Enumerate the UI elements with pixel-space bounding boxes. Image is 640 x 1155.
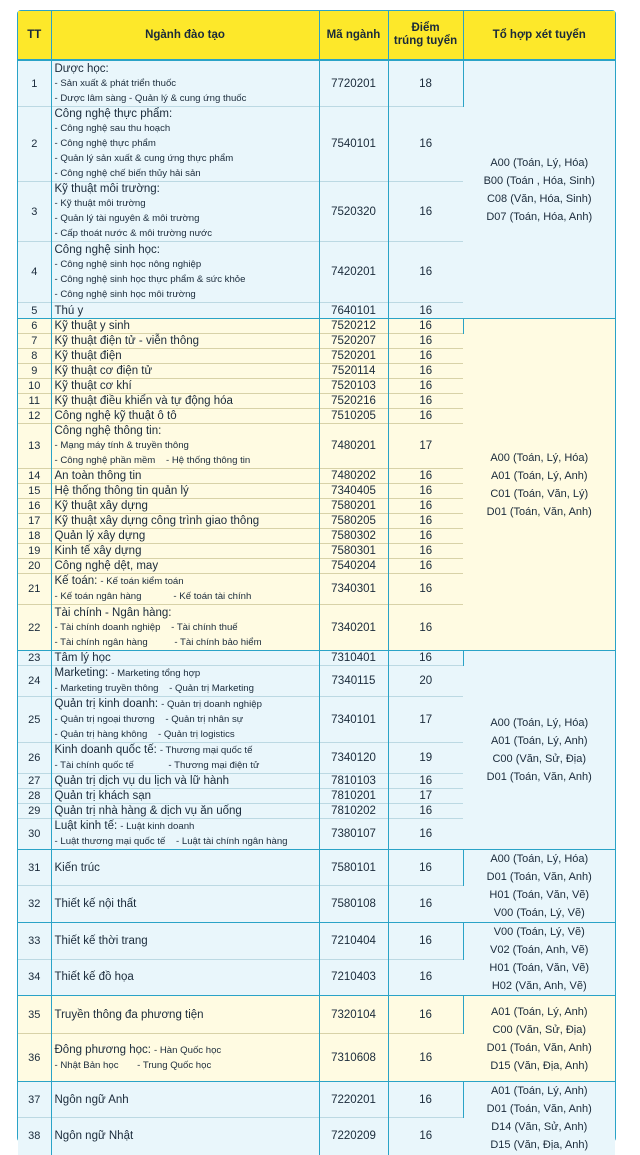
row-group-5 <box>18 923 615 996</box>
row-number: 7 <box>18 334 51 349</box>
admission-score: 16 <box>388 1118 463 1155</box>
major-name-cell <box>51 364 319 379</box>
major-code: 7420201 <box>319 242 388 303</box>
header-score-line1: Điểm <box>411 22 440 34</box>
row-number: 35 <box>18 996 51 1034</box>
specialization: - Luật kinh doanh <box>120 821 195 832</box>
major-name: Kiến trúc <box>54 861 100 874</box>
major-name-cell <box>51 544 319 559</box>
row-number: 12 <box>18 409 51 424</box>
combination-item: D01 (Toán, Văn, Anh) <box>486 771 592 783</box>
major-code: 7720201 <box>319 61 388 107</box>
major-code: 7510205 <box>319 409 388 424</box>
major-name-cell <box>51 886 319 923</box>
header-major: Ngành đào tạo <box>51 11 319 60</box>
admission-score: 16 <box>388 559 463 574</box>
combination-item: C00 (Văn, Sử, Địa) <box>492 753 587 765</box>
specialization: - Công nghệ chế biến thủy hải sản <box>54 168 201 179</box>
combination-item: A01 (Toán, Lý, Anh) <box>490 1005 588 1018</box>
major-name-cell <box>51 804 319 819</box>
specialization: - Quản trị doanh nghiệp <box>161 699 262 710</box>
major-name: Thú y <box>54 304 84 317</box>
major-name: Ngôn ngữ Anh <box>54 1093 129 1106</box>
admission-score: 16 <box>388 774 463 789</box>
specialization: - Công nghệ phần mềm - Hệ thống thông tin <box>54 455 251 466</box>
major-name: Tài chính - Ngân hàng: <box>54 606 172 619</box>
major-name-cell <box>51 819 319 850</box>
major-name-cell <box>51 651 319 666</box>
combination-item: D01 (Toán, Văn, Anh) <box>486 1103 592 1116</box>
major-name-cell <box>51 319 319 334</box>
combination-item: D07 (Toán, Hóa, Anh) <box>486 210 593 223</box>
admission-score: 16 <box>388 394 463 409</box>
admission-score: 16 <box>388 319 463 334</box>
row-number: 27 <box>18 774 51 789</box>
major-name-cell <box>51 697 319 743</box>
major-code: 7520320 <box>319 182 388 242</box>
major-name-cell <box>51 409 319 424</box>
header-score <box>388 11 463 60</box>
specialization: - Kế toán ngân hàng - Kế toán tài chính <box>54 591 252 602</box>
row-number: 4 <box>18 242 51 303</box>
major-name: Công nghệ sinh học: <box>54 243 160 256</box>
major-name-cell <box>51 379 319 394</box>
major-name-cell <box>51 605 319 651</box>
major-name: Kỹ thuật y sinh <box>54 320 130 332</box>
major-name: Dược học: <box>54 62 109 75</box>
admission-score: 16 <box>388 1034 463 1082</box>
specialization: - Quản trị hàng không - Quản trị logistics <box>54 729 235 740</box>
major-name-cell <box>51 424 319 469</box>
major-name-cell <box>51 394 319 409</box>
major-code: 7210403 <box>319 959 388 996</box>
row-number: 21 <box>18 574 51 605</box>
subject-combinations <box>463 319 615 651</box>
major-name-cell <box>51 1118 319 1155</box>
admission-score: 19 <box>388 743 463 774</box>
admission-score: 16 <box>388 469 463 484</box>
header-code: Mã ngành <box>319 11 388 60</box>
specialization: - Quản lý sản xuất & cung ứng thực phẩm <box>54 153 234 164</box>
admission-score: 18 <box>388 61 463 107</box>
row-number: 37 <box>18 1082 51 1118</box>
major-name-cell <box>51 529 319 544</box>
row-group-6 <box>18 996 615 1082</box>
specialization: - Công nghệ sinh học nông nghiệp <box>54 258 202 270</box>
table-row <box>18 850 615 886</box>
row-number: 6 <box>18 319 51 334</box>
major-name: Công nghệ kỹ thuật ô tô <box>54 410 177 422</box>
subject-combinations <box>463 996 615 1082</box>
combination-item: A00 (Toán, Lý, Hóa) <box>490 853 589 865</box>
major-name: Kỹ thuật xây dựng <box>54 500 148 512</box>
row-number: 18 <box>18 529 51 544</box>
admission-score: 16 <box>388 364 463 379</box>
subject-combinations <box>463 850 615 923</box>
major-code: 7580301 <box>319 544 388 559</box>
admission-score: 16 <box>388 484 463 499</box>
major-code: 7520201 <box>319 349 388 364</box>
row-number: 23 <box>18 651 51 666</box>
major-code: 7220201 <box>319 1082 388 1118</box>
admission-score: 16 <box>388 651 463 666</box>
major-name: Kỹ thuật cơ điện tử <box>54 365 153 377</box>
specialization: - Dược lâm sàng - Quản lý & cung ứng thuốc <box>54 92 247 104</box>
row-number: 19 <box>18 544 51 559</box>
specialization: - Tài chính doanh nghiệp - Tài chính thuế <box>54 621 238 633</box>
admission-score-table <box>18 11 615 60</box>
table-row <box>18 651 615 666</box>
major-name: Kinh doanh quốc tế: <box>54 744 157 756</box>
major-code: 7220209 <box>319 1118 388 1155</box>
major-code: 7810201 <box>319 789 388 804</box>
combination-item: A01 (Toán, Lý, Anh) <box>490 469 588 482</box>
combination-item: A00 (Toán, Lý, Hóa) <box>490 451 589 464</box>
specialization: - Marketing truyền thông - Quản trị Marketing <box>54 683 254 694</box>
row-number: 29 <box>18 804 51 819</box>
subject-combinations <box>463 1082 615 1155</box>
admission-score: 16 <box>388 605 463 651</box>
admission-score: 16 <box>388 242 463 303</box>
major-code: 7520207 <box>319 334 388 349</box>
combination-item: A00 (Toán, Lý, Hóa) <box>490 717 589 729</box>
specialization: - Công nghệ sinh học môi trường <box>54 288 196 300</box>
row-number: 33 <box>18 923 51 960</box>
table-row <box>18 319 615 334</box>
major-name: Ngôn ngữ Nhật <box>54 1130 134 1143</box>
major-code: 7380107 <box>319 819 388 850</box>
specialization: - Quản trị ngoại thương - Quản trị nhân sự <box>54 714 244 725</box>
major-name-cell <box>51 1082 319 1118</box>
major-code: 7320104 <box>319 996 388 1034</box>
row-number: 9 <box>18 364 51 379</box>
combination-item: D15 (Văn, Địa, Anh) <box>490 1139 589 1152</box>
row-number: 3 <box>18 182 51 242</box>
specialization: - Sản xuất & phát triển thuốc <box>54 77 177 89</box>
specialization: - Công nghệ thực phẩm <box>54 138 156 149</box>
combination-item: C01 (Toán, Văn, Lý) <box>490 487 589 500</box>
major-name: Thiết kế thời trang <box>54 934 148 947</box>
major-name-cell <box>51 61 319 107</box>
major-code: 7580108 <box>319 886 388 923</box>
combination-item: V00 (Toán, Lý, Vẽ) <box>493 926 585 938</box>
combination-item: A00 (Toán, Lý, Hóa) <box>490 156 589 169</box>
major-name: Kỹ thuật điện <box>54 350 122 362</box>
major-code: 7580201 <box>319 499 388 514</box>
table-row <box>18 996 615 1034</box>
admission-score: 17 <box>388 697 463 743</box>
row-number: 16 <box>18 499 51 514</box>
major-name: Kỹ thuật môi trường: <box>54 183 160 195</box>
row-number: 38 <box>18 1118 51 1155</box>
major-name: Marketing: <box>54 667 109 679</box>
major-name-cell <box>51 469 319 484</box>
combination-item: D01 (Toán, Văn, Anh) <box>486 871 592 883</box>
major-code: 7520114 <box>319 364 388 379</box>
combination-item: H02 (Văn, Anh, Vẽ) <box>491 980 587 992</box>
combination-item: D15 (Văn, Địa, Anh) <box>490 1059 589 1072</box>
specialization: - Công nghệ sau thu hoạch <box>54 123 171 134</box>
major-code: 7340201 <box>319 605 388 651</box>
specialization: - Hàn Quốc học <box>154 1044 222 1056</box>
major-name-cell <box>51 242 319 303</box>
header-score-line2: trúng tuyển <box>393 35 458 47</box>
combination-item: V02 (Toán, Anh, Vẽ) <box>490 944 589 956</box>
major-name-cell <box>51 996 319 1034</box>
major-code: 7520216 <box>319 394 388 409</box>
major-code: 7540101 <box>319 107 388 182</box>
admission-score: 16 <box>388 819 463 850</box>
admission-score: 16 <box>388 182 463 242</box>
admission-score: 17 <box>388 424 463 469</box>
row-number: 25 <box>18 697 51 743</box>
major-code: 7520103 <box>319 379 388 394</box>
major-name: Thiết kế đồ họa <box>54 971 134 984</box>
admission-score: 16 <box>388 574 463 605</box>
combination-item: C00 (Văn, Sử, Địa) <box>492 1023 587 1036</box>
specialization: - Thương mại quốc tế <box>159 745 253 756</box>
major-code: 7640101 <box>319 303 388 319</box>
specialization: - Tài chính ngân hàng - Tài chính bảo hiểm <box>54 636 262 648</box>
combination-item: D14 (Văn, Sử, Anh) <box>491 1121 588 1134</box>
major-name-cell <box>51 959 319 996</box>
combination-item: C08 (Văn, Hóa, Sinh) <box>486 192 592 205</box>
row-number: 34 <box>18 959 51 996</box>
major-name-cell <box>51 107 319 182</box>
admission-score: 16 <box>388 804 463 819</box>
subject-combinations <box>463 651 615 850</box>
major-code: 7580101 <box>319 850 388 886</box>
major-code: 7340405 <box>319 484 388 499</box>
specialization: - Công nghệ sinh học thực phẩm & sức khỏe <box>54 273 246 285</box>
specialization: - Luật thương mại quốc tế - Luật tài chính ngân hàng <box>54 836 288 847</box>
major-code: 7810202 <box>319 804 388 819</box>
major-code: 7340301 <box>319 574 388 605</box>
row-number: 14 <box>18 469 51 484</box>
combination-item: V00 (Toán, Lý, Vẽ) <box>493 907 585 919</box>
admission-table-body <box>18 60 615 1155</box>
major-code: 7340120 <box>319 743 388 774</box>
row-number: 24 <box>18 666 51 697</box>
major-name: Kỹ thuật cơ khí <box>54 380 132 392</box>
combination-item: D01 (Toán, Văn, Anh) <box>486 1041 592 1054</box>
major-name-cell <box>51 559 319 574</box>
major-name-cell <box>51 349 319 364</box>
row-number: 32 <box>18 886 51 923</box>
major-code: 7810103 <box>319 774 388 789</box>
admission-score: 16 <box>388 409 463 424</box>
major-code: 7580302 <box>319 529 388 544</box>
major-name-cell <box>51 514 319 529</box>
major-name-cell <box>51 666 319 697</box>
admission-score: 16 <box>388 334 463 349</box>
header-combo: Tổ hợp xét tuyển <box>463 11 615 60</box>
row-number: 13 <box>18 424 51 469</box>
major-name: Kỹ thuật điều khiển và tự động hóa <box>54 395 233 407</box>
major-name-cell <box>51 743 319 774</box>
major-code: 7520212 <box>319 319 388 334</box>
table-row <box>18 61 615 107</box>
specialization: - Tài chính quốc tế - Thương mại điện tử <box>54 760 260 771</box>
major-name: Truyền thông đa phương tiện <box>54 1008 204 1021</box>
combination-item: D01 (Toán, Văn, Anh) <box>486 505 592 518</box>
header-tt: TT <box>18 11 51 60</box>
major-name: Công nghệ thực phẩm: <box>54 108 173 120</box>
row-number: 30 <box>18 819 51 850</box>
row-group-4 <box>18 850 615 923</box>
major-name-cell <box>51 303 319 319</box>
combination-item: A01 (Toán, Lý, Anh) <box>490 1085 588 1098</box>
major-name: Kinh tế xây dựng <box>54 545 142 557</box>
admission-score: 16 <box>388 303 463 319</box>
admission-score: 16 <box>388 886 463 923</box>
major-name-cell <box>51 850 319 886</box>
specialization: - Mạng máy tính & truyền thông <box>54 440 189 451</box>
row-number: 17 <box>18 514 51 529</box>
major-name: Tâm lý học <box>54 652 111 664</box>
specialization: - Quản lý tài nguyên & môi trường <box>54 213 200 224</box>
major-name: Luật kinh tế: <box>54 820 118 832</box>
major-name: Công nghệ thông tin: <box>54 425 162 437</box>
specialization: - Kế toán kiểm toán <box>100 576 184 587</box>
row-number: 31 <box>18 850 51 886</box>
row-group-1 <box>18 61 615 319</box>
table-row <box>18 923 615 960</box>
major-name-cell <box>51 182 319 242</box>
specialization: - Cấp thoát nước & môi trường nước <box>54 228 213 239</box>
major-name: Quản lý xây dựng <box>54 530 146 542</box>
admission-score: 16 <box>388 923 463 960</box>
admission-score: 16 <box>388 529 463 544</box>
admission-score: 16 <box>388 349 463 364</box>
admission-table-frame <box>17 10 616 1152</box>
row-number: 2 <box>18 107 51 182</box>
row-number: 20 <box>18 559 51 574</box>
admission-score: 16 <box>388 499 463 514</box>
subject-combinations <box>463 61 615 319</box>
admission-score: 16 <box>388 544 463 559</box>
major-name-cell <box>51 484 319 499</box>
major-name-cell <box>51 574 319 605</box>
admission-score: 16 <box>388 996 463 1034</box>
major-name-cell <box>51 789 319 804</box>
major-name: Quản trị dịch vụ du lịch và lữ hành <box>54 775 230 787</box>
combination-item: A01 (Toán, Lý, Anh) <box>490 735 588 747</box>
major-name-cell <box>51 499 319 514</box>
row-number: 11 <box>18 394 51 409</box>
major-code: 7340115 <box>319 666 388 697</box>
major-name: Quản trị kinh doanh: <box>54 698 159 710</box>
combination-item: B00 (Toán , Hóa, Sinh) <box>483 174 595 187</box>
combination-item: H01 (Toán, Văn, Vẽ) <box>489 962 590 974</box>
major-name-cell <box>51 923 319 960</box>
admission-score: 16 <box>388 850 463 886</box>
row-number: 1 <box>18 61 51 107</box>
row-group-2 <box>18 319 615 651</box>
row-group-3 <box>18 651 615 850</box>
row-group-7 <box>18 1082 615 1155</box>
row-number: 28 <box>18 789 51 804</box>
major-code: 7580205 <box>319 514 388 529</box>
admission-score: 16 <box>388 379 463 394</box>
combination-item: H01 (Toán, Văn, Vẽ) <box>489 889 590 901</box>
row-number: 15 <box>18 484 51 499</box>
major-code: 7310608 <box>319 1034 388 1082</box>
subject-combinations <box>463 923 615 996</box>
major-name: Đông phương học: <box>54 1043 151 1056</box>
major-name-cell <box>51 334 319 349</box>
major-name: Thiết kế nội thất <box>54 898 137 910</box>
major-name: Kỹ thuật điện tử - viễn thông <box>54 335 200 347</box>
major-name-cell <box>51 1034 319 1082</box>
specialization: - Nhật Bản học - Trung Quốc học <box>54 1059 212 1071</box>
admission-score: 16 <box>388 1082 463 1118</box>
admission-score: 16 <box>388 514 463 529</box>
major-name: Quản trị khách sạn <box>54 790 152 802</box>
admission-score: 16 <box>388 959 463 996</box>
specialization: - Marketing tổng hợp <box>111 668 201 679</box>
admission-score: 17 <box>388 789 463 804</box>
major-name-cell <box>51 774 319 789</box>
row-number: 10 <box>18 379 51 394</box>
major-code: 7310401 <box>319 651 388 666</box>
major-code: 7210404 <box>319 923 388 960</box>
major-name: Kỹ thuật xây dựng công trình giao thông <box>54 515 260 527</box>
row-number: 22 <box>18 605 51 651</box>
admission-score: 20 <box>388 666 463 697</box>
major-name: Quản trị nhà hàng & dịch vụ ăn uống <box>54 805 242 817</box>
major-name: Kế toán: <box>54 575 98 587</box>
major-code: 7480201 <box>319 424 388 469</box>
row-number: 5 <box>18 303 51 319</box>
major-name: Hệ thống thông tin quản lý <box>54 485 189 497</box>
major-code: 7340101 <box>319 697 388 743</box>
table-row <box>18 1082 615 1118</box>
major-code: 7540204 <box>319 559 388 574</box>
row-number: 8 <box>18 349 51 364</box>
major-code: 7480202 <box>319 469 388 484</box>
admission-score: 16 <box>388 107 463 182</box>
row-number: 36 <box>18 1034 51 1082</box>
major-name: An toàn thông tin <box>54 470 142 482</box>
row-number: 26 <box>18 743 51 774</box>
table-header <box>18 11 615 60</box>
specialization: - Kỹ thuật môi trường <box>54 198 146 209</box>
major-name: Công nghệ dệt, may <box>54 560 159 572</box>
